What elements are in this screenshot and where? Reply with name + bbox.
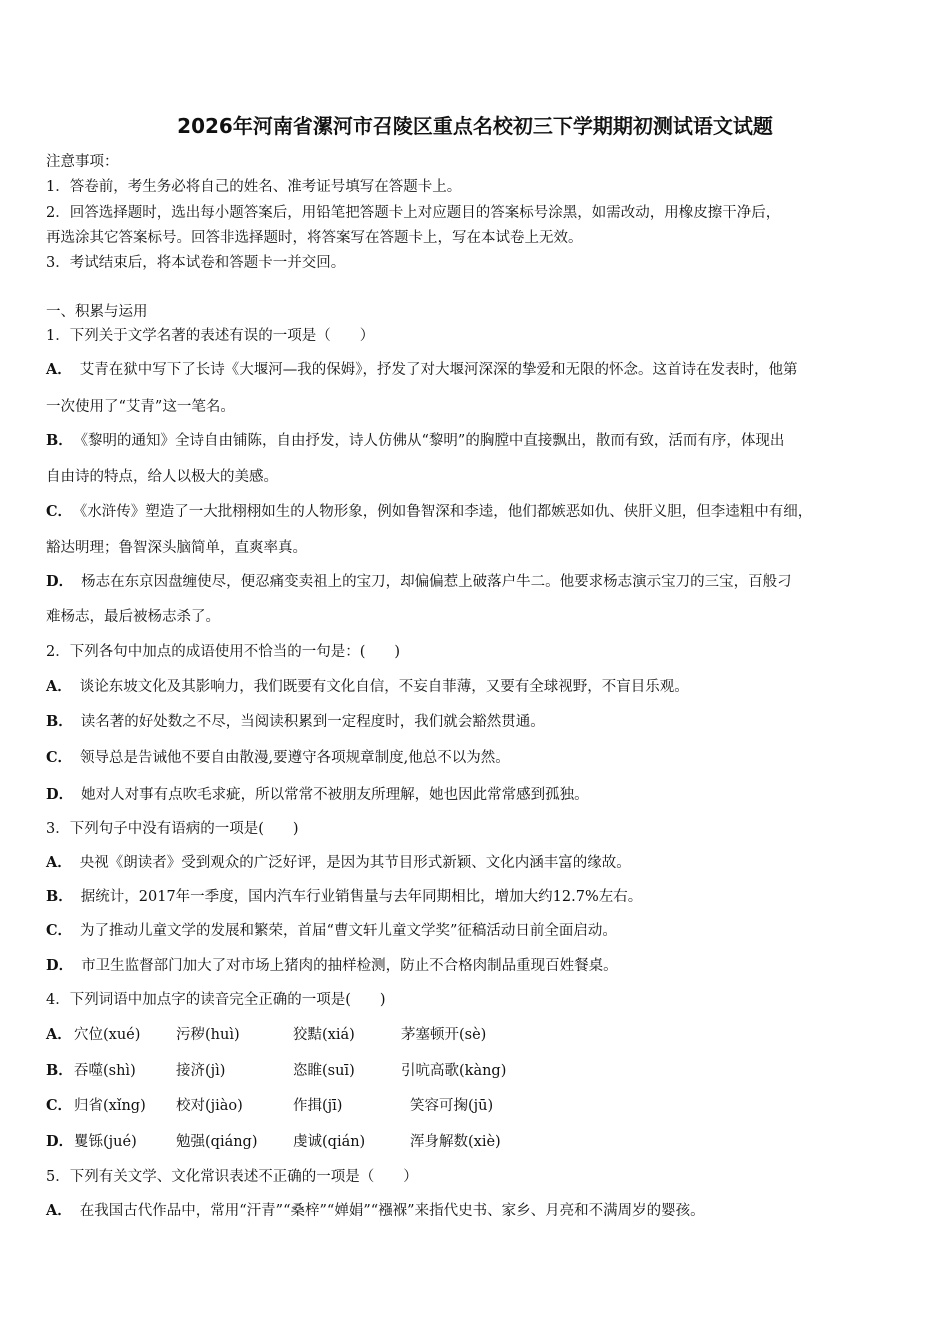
section-heading: 一、积累与运用 [46,304,148,320]
question-5-stem: 5．下列有关文学、文化常识表述不正确的一项是（ ） [46,1169,418,1185]
option-text: 领导总是告诫他不要自由散漫,要遵守各项规章制度,他总不以为然。 [80,750,510,766]
option-word: 接济(jì) [176,1063,226,1079]
option-label: C． [46,503,73,520]
option-text: 读名著的好处数之不尽，当阅读积累到一定程度时，我们就会豁然贯通。 [80,714,545,730]
option-word: 茅塞顿开(sè) [401,1027,487,1043]
q3-option-d [46,956,618,976]
option-text: 《黎明的通知》全诗自由铺陈，自由抒发，诗人仿佛从“黎明”的胸膛中直接飘出，散而有致，活而有序，体现出 [80,433,785,449]
option-label: C． [46,1097,73,1114]
option-word: 恣睢(suī) [293,1063,355,1079]
option-word: 吞噬(shì) [74,1063,136,1079]
option-label: A． [46,678,72,695]
notice-item: 2．回答选择题时，选出每小题答案后，用铅笔把答题卡上对应题目的答案标号涂黑，如需改动，用橡皮擦干净后， [46,205,781,221]
option-text: 艾青在狱中写下了长诗《大堰河—我的保姆》，抒发了对大堰河深深的挚爱和无限的怀念。这首诗在发表时，他第 [79,362,798,378]
option-label: A． [46,1202,72,1219]
option-label: B． [46,888,73,905]
q2-option-c [46,748,510,768]
option-word: 虔诚(qián) [293,1134,366,1150]
page-title: 2026年河南省漯河市召陵区重点名校初三下学期期初测试语文试题 [177,114,773,138]
q1-option-c [46,502,812,522]
q1-option-d [46,572,792,592]
notice-item: 再选涂其它答案标号。回答非选择题时，将答案写在答题卡上，写在本试卷上无效。 [46,230,583,246]
option-text: 市卫生监督部门加大了对市场上猪肉的抽样检测，防止不合格肉制品重现百姓餐桌。 [81,958,618,974]
option-label: C． [46,749,73,766]
option-word: 引吭高歌(kàng) [401,1063,507,1079]
option-word: 归省(xǐng) [74,1098,146,1114]
option-word: 穴位(xué) [74,1027,141,1043]
option-word: 勉强(qiáng) [176,1134,258,1150]
option-label: B． [46,1062,73,1079]
q1-option-a-cont: 一次使用了“艾青”这一笔名。 [46,399,235,415]
option-text: 央视《朗读者》受到观众的广泛好评，是因为其节目形式新颖、文化内涵丰富的缘故。 [79,855,631,871]
q2-option-b [46,712,545,732]
q5-option-a [46,1201,705,1221]
option-label: A． [46,854,72,871]
notice-heading: 注意事项： [46,154,119,170]
question-1-stem: 1．下列关于文学名著的表述有误的一项是（ ） [46,328,375,344]
q1-option-b [46,431,784,451]
q1-option-d-cont: 难杨志，最后被杨志杀了。 [46,609,220,625]
option-label: B． [46,432,73,449]
option-label: D． [46,786,74,803]
option-word: 笑容可掬(jū) [410,1098,494,1114]
option-word: 校对(jiào) [176,1098,243,1114]
notice-item: 1．答卷前，考生务必将自己的姓名、准考证号填写在答题卡上。 [46,179,462,195]
q3-option-b [46,887,642,907]
q3-option-c [46,921,617,941]
option-word: 污秽(huì) [176,1027,240,1043]
option-label: C． [46,922,73,939]
q1-option-a [46,360,798,380]
question-2-stem: 2．下列各句中加点的成语使用不恰当的一句是：( ) [46,644,401,660]
q3-option-a [46,853,631,873]
option-text: 为了推动儿童文学的发展和繁荣，首届“曹文轩儿童文学奖”征稿活动日前全面启动。 [80,923,617,939]
notice-item: 3．考试结束后，将本试卷和答题卡一并交回。 [46,255,346,271]
option-text: 《水浒传》塑造了一大批栩栩如生的人物形象，例如鲁智深和李逵，他们都嫉恶如仇、侠肝义胆，但李逵粗中有细， [80,504,813,520]
q2-option-a [46,677,689,697]
option-label: D． [46,1133,74,1150]
option-word: 狡黠(xiá) [293,1027,355,1043]
question-4-stem: 4．下列词语中加点字的读音完全正确的一项是( ) [46,992,386,1008]
option-text: 她对人对事有点吹毛求疵，所以常常不被朋友所理解，她也因此常常感到孤独。 [81,787,589,803]
option-text: 杨志在东京因盘缠使尽，便忍痛变卖祖上的宝刀，却偏偏惹上破落户牛二。他要求杨志演示宝刀的三宝，百般刁 [81,574,792,590]
option-word: 作揖(jī) [293,1098,343,1114]
q2-option-d [46,785,589,805]
option-label: D． [46,957,74,974]
option-word: 浑身解数(xiè) [410,1134,501,1150]
option-label: A． [46,1026,72,1043]
option-label: D． [46,573,74,590]
option-label: A． [46,361,72,378]
option-label: B． [46,713,73,730]
option-text: 谈论东坡文化及其影响力，我们既要有文化自信，不妄自菲薄，又要有全球视野，不盲目乐观。 [79,679,689,695]
option-text: 在我国古代作品中，常用“汗青”“桑梓”“婵娟”“襁褓”来指代史书、家乡、月亮和不满周岁的婴孩。 [79,1203,705,1219]
question-3-stem: 3．下列句子中没有语病的一项是( ) [46,821,299,837]
option-text: 据统计，2017年一季度，国内汽车行业销售量与去年同期相比，增加大约12.7%左右。 [80,889,643,905]
option-word: 矍铄(jué) [74,1134,137,1150]
q1-option-b-cont: 自由诗的特点，给人以极大的美感。 [46,469,278,485]
q1-option-c-cont: 豁达明理；鲁智深头脑简单，直爽率真。 [46,540,307,556]
